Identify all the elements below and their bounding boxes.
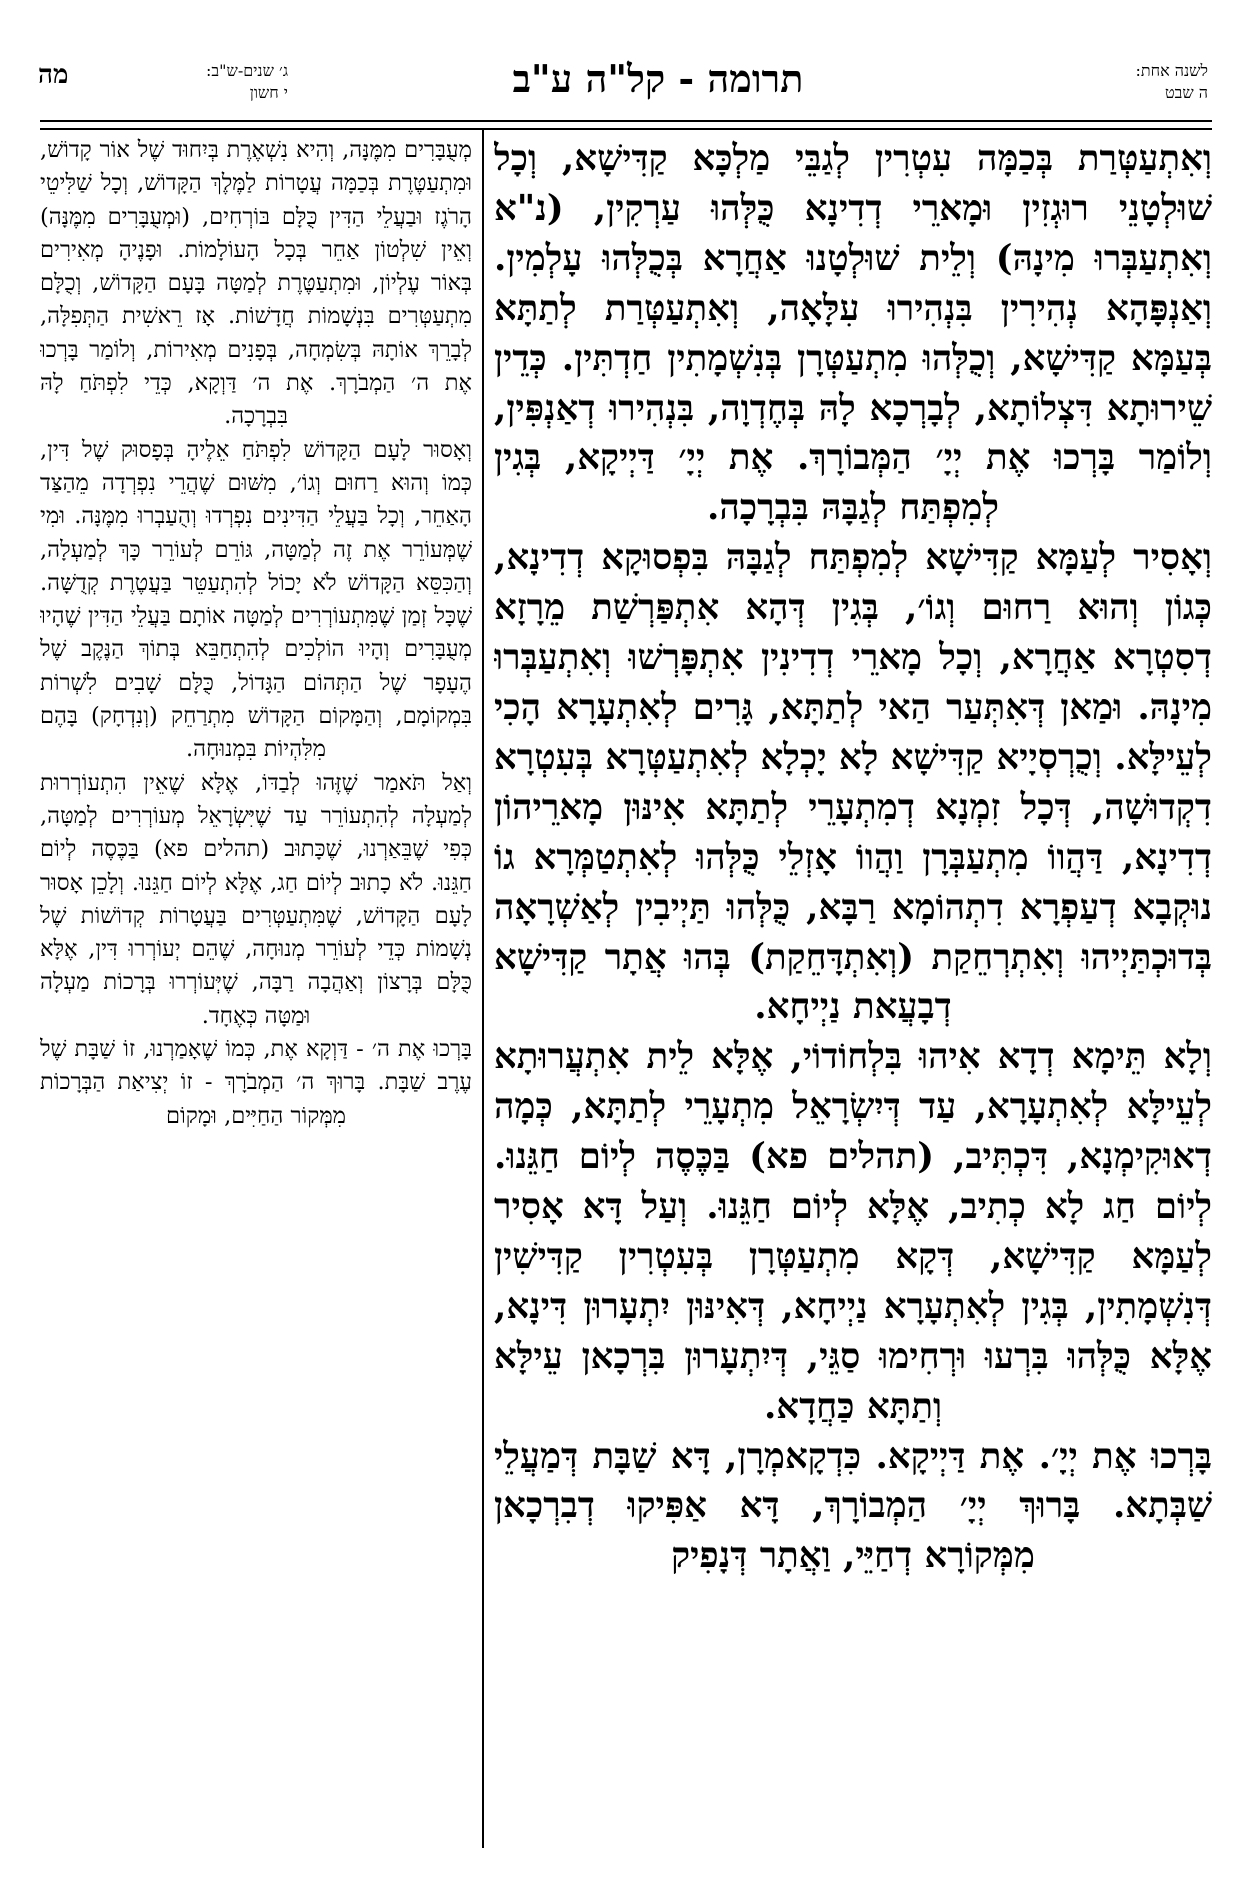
main-paragraph: וְלָא תֵּימָא דְדָא אִיהוּ בִּלְחוֹדוֹי, אֶלָּא לֵית אִתְעֲרוּתָא לְעֵילָּא לְאִתְעָרָא, עַד דְּיִשְׂרָאֵל מִתְעָרֵי לְתַתָּא, כְּמָה דְאוּקִימְנָא, דִּכְתִּיב, (תהלים פא) בַּכֶּסֶה לְיוֹם חַגֵּנוּ. לְיוֹם חַג לָא כְתִיב, אֶלָּא לְיוֹם חַגֵּנוּ. וְעַל דָּא אָסִיר לְעַמָּא קַדִּישָׁא, דְּקָא מִתְעַטְּרָן בְּעִטְרִין קַדִּישִׁין דְּנִשְׁמָתִין, בְּגִין לְאִתְעָרָא נַיְיחָא, דְּאִינּוּן יִתְעָרוּן דִּינָא, אֶלָּא כֻּלְּהוּ בִּרְעוּ וּרְחִימוּ סַגֵּי, דְּיִתְעָרוּן בִּרְכָאן עֵילָּא וְתַתָּא כַּחֲדָא. [494,1036,1212,1427]
header-right-note [998,60,1208,104]
side-paragraph: וְאָסוּר לָעָם הַקָּדוֹשׁ לִפְתֹּחַ אֵלֶיהָ בְּפָסוּק שֶׁל דִּין, כְּמוֹ וְהוּא רַחוּם וְגוֹ׳, מִשּׁוּם שֶׁהֲרֵי נִפְרְדָה מֵהַצַּד הָאַחֵר, וְכָל בַּעֲלֵי הַדִּינִים נִפְרְדוּ וְהֻעַבְרוּ מִמֶּנָּה. וּמִי שֶׁמְּעוֹרֵר אֶת זֶה לְמַטָּה, גּוֹרֵם לְעוֹרֵר כָּךְ לְמַעְלָה, וְהַכִּסֵּא הַקָּדוֹשׁ לֹא יָכוֹל לְהִתְעַטֵּר בַּעֲטֶרֶת קְדֻשָּׁה. שֶׁכָּל זְמַן שֶׁמִּתְעוֹרְרִים לְמַטָּה אוֹתָם בַּעֲלֵי הַדִּין שֶׁהָיוּ מְעֻבָּרִים וְהָיוּ הוֹלְכִים לְהִתְחַבֵּא בְּתוֹךְ הַנֶּקֶב שֶׁל הֶעָפָר שֶׁל הַתְּהוֹם הַגָּדוֹל, כֻּלָּם שָׁבִים לִשְׁרוֹת בִּמְקוֹמָם, וְהַמָּקוֹם הַקָּדוֹשׁ מִתְרַחֵק (וְנִדְחָק) בָּהֶם מִלִּהְיוֹת בִּמְנוּחָה. [40,436,472,763]
main-paragraph: בָּרְכוּ אֶת יְיָ׳. אֶת דַּיְיקָא. כִּדְקָאמְרָן, דָּא שַׁבָּת דְּמַעֲלֵי שַׁבְּתָא. בָּרוּךְ יְיָ׳ הַמְבוֹרָךְ, דָּא אַפִּיקוּ דְבִרְכָאן מִמְּקוֹרָא דְחַיֵּי, וַאֲתָר דְּנָפִיק [494,1435,1212,1577]
side-paragraph: מְעֻבָּרִים מִמֶּנָּה, וְהִיא נִשְׁאֶרֶת בְּיִחוּד שֶׁל אוֹר קָדוֹשׁ, וּמִתְעַטֶּרֶת בְּכַמָּה עֲטָרוֹת לַמֶּלֶךְ הַקָּדוֹשׁ, וְכָל שַׁלִּיטֵי הָרֹגֶז וּבַעֲלֵי הַדִּין כֻּלָּם בּוֹרְחִים, (וּמְעֻבָּרִים מִמֶּנָּה) וְאֵין שִׁלְטוֹן אַחֵר בְּכָל הָעוֹלָמוֹת. וּפָנֶיהָ מְאִירִים בְּאוֹר עֶלְיוֹן, וּמִתְעַטֶּרֶת לְמַטָּה בָּעָם הַקָּדוֹשׁ, וְכֻלָּם מִתְעַטְּרִים בִּנְשָׁמוֹת חֲדָשׁוֹת. אָז רֵאשִׁית הַתְּפִלָּה, לְבָרֵךְ אוֹתָהּ בְּשִׂמְחָה, בְּפָנִים מְאִירוֹת, וְלוֹמַר בָּרְכוּ אֶת ה׳ הַמְבֹרָךְ. אֶת ה׳ דַּוְקָא, כְּדֵי לִפְתֹּחַ לָהּ בִּבְרָכָה. [40,137,472,430]
page-header [38,56,1208,118]
header-right-bottom: ה שבט [1165,83,1208,102]
page-number: מה [38,60,69,90]
header-left-bottom: י חשון [249,83,288,102]
main-paragraph: וְאָסִיר לְעַמָּא קַדִּישָׁא לְמִפְתַּח לְגַבָּהּ בִּפְסוּקָא דְדִינָא, כְּגוֹן וְהוּא רַחוּם וְגוֹ׳, בְּגִין דְּהָא אִתְפַּרְשַׁת מֵרָזָא דְסִטְרָא אַחֲרָא, וְכָל מָארֵי דְדִינִין אִתְפָּרְשׁוּ וְאִתְעַבְּרוּ מִינָהּ. וּמַאן דְּאִתְּעַר הַאי לְתַתָּא, גָּרִים לְאִתְעָרָא הָכִי לְעֵילָּא. וְכֻרְסְיָיא קַדִּישָׁא לָא יָכְלָא לְאִתְעַטְּרָא בְּעִטְרָא דִקְדוּשָׁה, דְּכָל זִמְנָא דְמִתְעָרֵי לְתַתָּא אִינּוּן מָארֵיהוֹן דְדִינָא, דַּהֲווֹ מִתְעַבְּרָן וַהֲווֹ אָזְלֵי כֻּלְּהוּ לְאִתְטַמְּרָא גוֹ נוּקְבָא דְעַפְרָא דִתְהוֹמָא רַבָּא, כֻּלְּהוּ תַּיְיבִין לְאַשְׁרָאָה בְּדוּכְתַּיְיהוּ וְאִתְרְחֵקַת (וְאִתְדָּחֵקַת) בְּהוּ אֲתָר קַדִּישָׁא דְבָעֲאת נַיְיחָא. [494,537,1212,1028]
main-paragraph: וְאִתְעַטְּרַת בְּכַמָּה עִטְרִין לְגַבֵּי מַלְכָּא קַדִּישָׁא, וְכָל שׁוּלְטָנֵי רוּגְזִין וּמָארֵי דְדִינָא כֻּלְּהוּ עַרְקִין, (נ"א וְאִתְעַבְּרוּ מִינָהּ) וְלֵית שׁוּלְטָנוּ אַחֲרָא בְּכֻלְּהוּ עָלְמִין. וְאַנְפָּהָא נְהִירִין בִּנְהִירוּ עִלָּאָה, וְאִתְעַטְּרַת לְתַתָּא בְּעַמָּא קַדִּישָׁא, וְכֻלְּהוּ מִתְעַטְּרָן בְּנִשְׁמָתִין חַדְתִּין. כְּדֵין שֵׁירוּתָא דִּצְלוֹתָא, לְבָרְכָא לָהּ בְּחֶדְוָה, בִּנְהִירוּ דְאַנְפִּין, וְלוֹמַר בָּרְכוּ אֶת יְיָ׳ הַמְּבוֹרָךְ. אֶת יְיָ׳ דַּיְיקָא, בְּגִין לְמִפְתַּח לְגַבָּהּ בִּבְרָכָה. [494,138,1212,529]
main-aramaic-column [494,134,1212,1854]
header-left-text [88,60,288,104]
header-left-top: ג׳ שנים-ש"ב: [206,61,288,80]
hebrew-translation-column [40,134,472,1854]
header-rule-top [40,120,1212,122]
page-title: תרומה - קל"ה ע"ב [512,56,804,101]
header-right-top: לשנה אחת: [1135,61,1208,80]
side-paragraph: וְאַל תֹּאמַר שֶׁזֶּהוּ לְבַדּוֹ, אֶלָּא שֶׁאֵין הִתְעוֹרְרוּת לְמַעְלָה לְהִתְעוֹרֵר עַד שֶׁיִּשְׂרָאֵל מְעוֹרְרִים לְמַטָּה, כְּפִי שֶׁבֵּאַרְנוּ, שֶׁכָּתוּב (תהלים פא) בַּכֶּסֶה לְיוֹם חַגֵּנוּ. לֹא כָתוּב לְיוֹם חַג, אֶלָּא לְיוֹם חַגֵּנוּ. וְלָכֵן אָסוּר לָעָם הַקָּדוֹשׁ, שֶׁמִּתְעַטְּרִים בַּעֲטָרוֹת קְדוֹשׁוֹת שֶׁל נְשָׁמוֹת כְּדֵי לְעוֹרֵר מְנוּחָה, שֶׁהֵם יְעוֹרְרוּ דִּין, אֶלָּא כֻּלָּם בְּרָצוֹן וְאַהֲבָה רַבָּה, שֶׁיְּעוֹרְרוּ בְּרָכוֹת מַעְלָה וּמַטָּה כְּאֶחָד. [40,769,472,1029]
header-rule-bottom [40,128,1212,130]
column-divider [482,128,484,1848]
side-paragraph: בָּרְכוּ אֶת ה׳ - דַּוְקָא אֶת, כְּמוֹ שֶׁאָמַרְנוּ, זוֹ שַׁבָּת שֶׁל עֶרֶב שַׁבָּת. בָּרוּךְ ה׳ הַמְבֹרָךְ - זוֹ יְצִיאַת הַבְּרָכוֹת מִמְּקוֹר הַחַיִּים, וּמָקוֹם [40,1036,472,1129]
